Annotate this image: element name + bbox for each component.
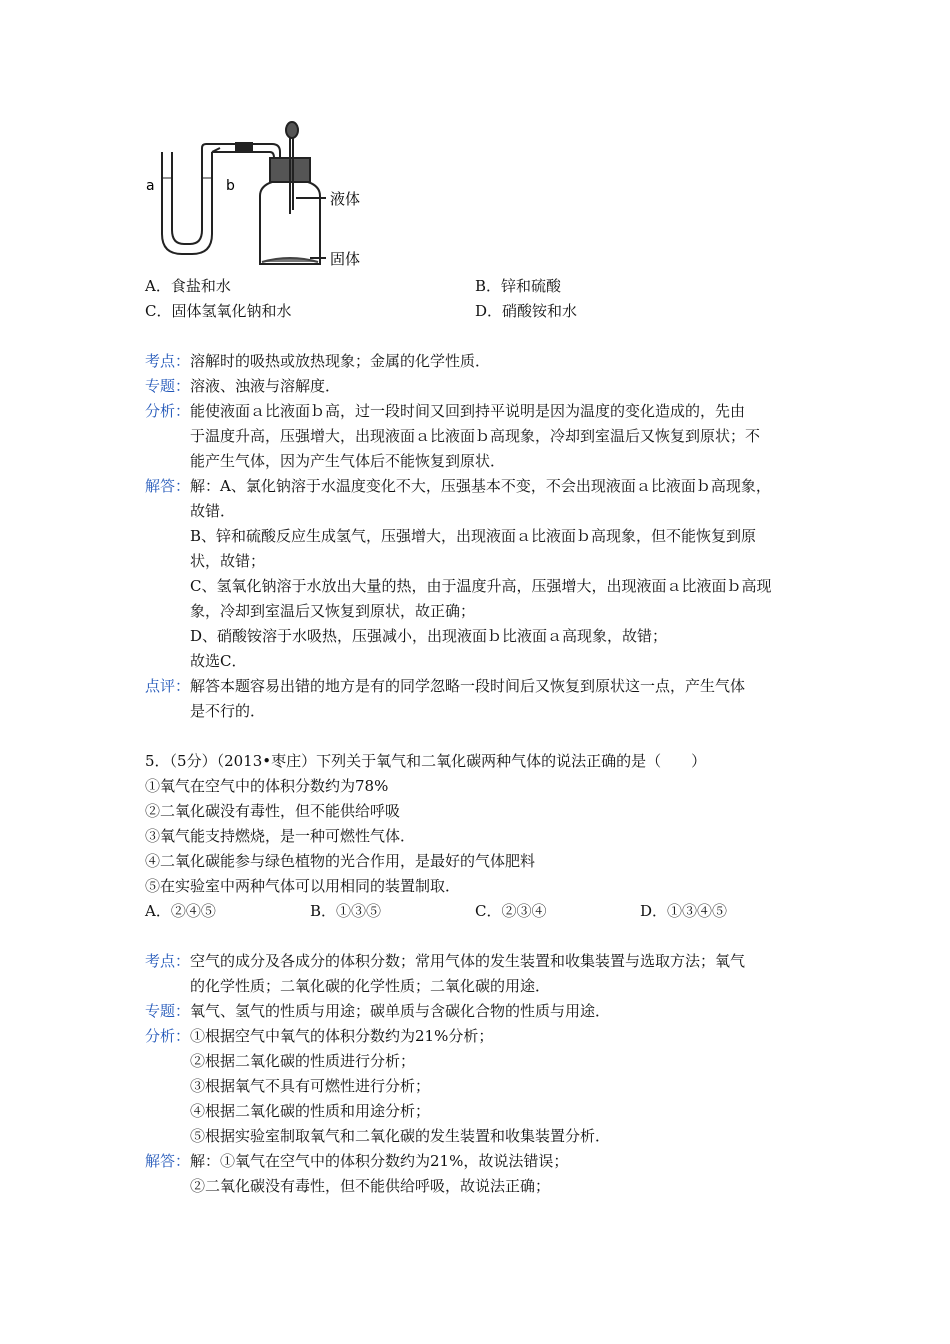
q4-jieda-line-6: 象，冷却到室温后又恢复到原状，故正确；: [190, 602, 476, 620]
q5-fenxi-line-3: ③根据氧气不具有可燃性进行分析；: [190, 1077, 431, 1095]
q5-kaodian-line-1: [145, 949, 745, 973]
label-b: b: [226, 178, 235, 194]
q5-option-a: A．②④⑤: [145, 902, 216, 920]
fenxi-text: 能使液面ａ比液面ｂ高，过一段时间又回到持平说明是因为温度的变化造成的，先由: [190, 402, 746, 420]
u-tube-outer-left: [162, 152, 212, 254]
q5-statement-5: ⑤在实验室中两种气体可以用相同的装置制取．: [145, 877, 461, 895]
jieda-label: 解答：: [145, 1152, 191, 1170]
q5-statement-3: ③氧气能支持燃烧，是一种可燃性气体．: [145, 827, 416, 845]
q4-jieda-line-1: [145, 474, 771, 498]
jieda-text: 解：①氧气在空气中的体积分数约为21%，故说法错误；: [190, 1152, 569, 1170]
q5-option-c: C．②③④: [475, 902, 547, 920]
q5-zhuanti: [145, 999, 610, 1023]
q5-jieda-line-1: [145, 1149, 568, 1173]
label-liquid: 液体: [330, 190, 361, 208]
q5-stem: 5．（5分）（2013•枣庄）下列关于氧气和二氧化碳两种气体的说法正确的是（ ）: [145, 752, 707, 770]
q4-jieda-line-3: B、锌和硫酸反应生成氢气，压强增大，出现液面ａ比液面ｂ高现象，但不能恢复到原: [190, 527, 757, 545]
zhuanti-text: 溶液、浊液与溶解度．: [190, 377, 341, 395]
u-tube-inner: [172, 152, 202, 244]
dianping-text: 解答本题容易出错的地方是有的同学忽略一段时间后又恢复到原状这一点，产生气体: [190, 677, 746, 695]
label-a: a: [146, 178, 155, 194]
q4-option-a: A．食盐和水: [145, 277, 231, 295]
q5-statement-2: ②二氧化碳没有毒性，但不能供给呼吸: [145, 802, 401, 820]
q4-jieda-line-2: 故错．: [190, 502, 236, 520]
q4-jieda-line-7: D、硝酸铵溶于水吸热，压强减小，出现液面ｂ比液面ａ高现象，故错；: [190, 627, 668, 645]
jieda-label: 解答：: [145, 477, 191, 495]
q5-fenxi-line-5: ⑤根据实验室制取氧气和二氧化碳的发生装置和收集装置分析．: [190, 1127, 611, 1145]
q4-fenxi-line-3: 能产生气体，因为产生气体后不能恢复到原状．: [190, 452, 506, 470]
apparatus-diagram: [140, 118, 400, 278]
kaodian-text: 空气的成分及各成分的体积分数；常用气体的发生装置和收集装置与选取方法；氧气: [190, 952, 746, 970]
q4-dianping-line-2: 是不行的．: [190, 702, 266, 720]
q5-option-d: D．①③④⑤: [640, 902, 728, 920]
q5-kaodian-line-2: 的化学性质；二氧化碳的化学性质；二氧化碳的用途．: [190, 977, 551, 995]
q4-jieda-line-5: C、氢氧化钠溶于水放出大量的热，由于温度升高，压强增大，出现液面ａ比液面ｂ高现: [190, 577, 772, 595]
q4-kaodian: [145, 349, 490, 373]
q4-option-b: B．锌和硫酸: [475, 277, 562, 295]
q5-jieda-line-2: ②二氧化碳没有毒性，但不能供给呼吸，故说法正确；: [190, 1177, 551, 1195]
kaodian-label: 考点：: [145, 952, 191, 970]
fenxi-label: 分析：: [145, 402, 191, 420]
fenxi-text: ①根据空气中氧气的体积分数约为21%分析；: [190, 1027, 494, 1045]
q4-jieda-line-4: 状，故错；: [190, 552, 266, 570]
zhuanti-label: 专题：: [145, 1002, 191, 1020]
q4-option-c: C．固体氢氧化钠和水: [145, 302, 292, 320]
jieda-text: 解：A、氯化钠溶于水温度变化不大，压强基本不变，不会出现液面ａ比液面ｂ高现象，: [190, 477, 771, 495]
q4-option-d: D．硝酸铵和水: [475, 302, 578, 320]
q5-statement-4: ④二氧化碳能参与绿色植物的光合作用，是最好的气体肥料: [145, 852, 536, 870]
kaodian-text: 溶解时的吸热或放热现象；金属的化学性质．: [190, 352, 491, 370]
q4-fenxi-line-1: [145, 399, 745, 423]
zhuanti-text: 氧气、氢气的性质与用途；碳单质与含碳化合物的性质与用途．: [190, 1002, 611, 1020]
zhuanti-label: 专题：: [145, 377, 191, 395]
q5-option-b: B．①③⑤: [310, 902, 382, 920]
q5-fenxi-line-1: [145, 1024, 493, 1048]
q4-fenxi-line-2: 于温度升高，压强增大，出现液面ａ比液面ｂ高现象，冷却到室温后又恢复到原状；不: [190, 427, 761, 445]
kaodian-label: 考点：: [145, 352, 191, 370]
q5-fenxi-line-4: ④根据二氧化碳的性质和用途分析；: [190, 1102, 431, 1120]
q5-statement-1: ①氧气在空气中的体积分数约为78%: [145, 777, 389, 795]
fenxi-label: 分析：: [145, 1027, 191, 1045]
q5-fenxi-line-2: ②根据二氧化碳的性质进行分析；: [190, 1052, 416, 1070]
label-solid: 固体: [330, 250, 361, 268]
q4-zhuanti: [145, 374, 340, 398]
q4-dianping-line-1: [145, 674, 745, 698]
dianping-label: 点评：: [145, 677, 191, 695]
q4-jieda-line-8: 故选C．: [190, 652, 247, 670]
